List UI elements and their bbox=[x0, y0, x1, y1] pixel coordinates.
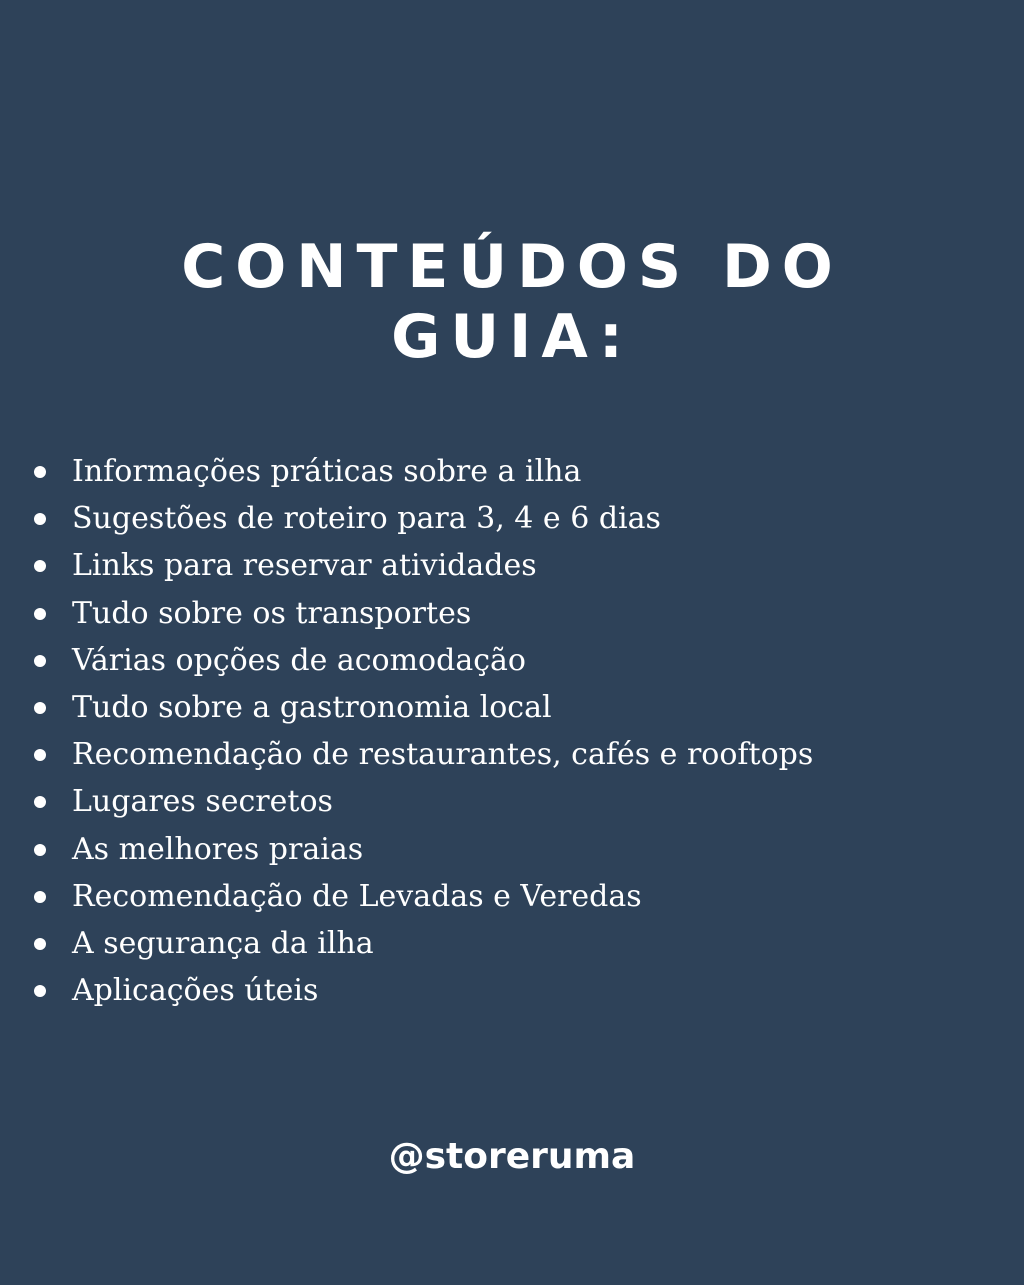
list-item-label: Informações práticas sobre a ilha bbox=[72, 454, 582, 489]
list-item bbox=[30, 542, 813, 589]
list-item-label: Recomendação de Levadas e Veredas bbox=[72, 878, 642, 914]
page-title-line-1: CONTEÚDOS DO bbox=[181, 232, 843, 302]
list-item-label: Várias opções de acomodação bbox=[72, 642, 526, 678]
list-item bbox=[30, 448, 813, 495]
bullet-icon bbox=[34, 891, 46, 903]
bullet-icon bbox=[34, 749, 46, 761]
social-handle: @storeruma bbox=[388, 1136, 636, 1177]
list-item-label: Recomendação de restaurantes, cafés e rooftops bbox=[72, 737, 814, 773]
list-item bbox=[30, 590, 813, 637]
bullet-icon bbox=[34, 702, 46, 714]
bullet-icon bbox=[34, 844, 46, 856]
list-item bbox=[30, 731, 813, 778]
list-item-label: Sugestões de roteiro para 3, 4 e 6 dias bbox=[72, 501, 661, 537]
bullet-icon bbox=[34, 985, 46, 997]
list-item bbox=[30, 920, 813, 967]
bullet-icon bbox=[34, 608, 46, 620]
bullet-icon bbox=[34, 655, 46, 667]
page-title bbox=[0, 232, 1024, 372]
list-item bbox=[30, 873, 813, 920]
list-item bbox=[30, 826, 813, 873]
bullet-icon bbox=[34, 796, 46, 808]
list-item bbox=[30, 684, 813, 731]
list-item-label: Aplicações úteis bbox=[72, 973, 319, 1009]
list-item-label: Tudo sobre os transportes bbox=[72, 595, 472, 631]
bullet-icon bbox=[34, 466, 46, 478]
bullet-icon bbox=[34, 938, 46, 950]
bullet-icon bbox=[34, 513, 46, 525]
list-item bbox=[30, 495, 813, 542]
bullet-icon bbox=[34, 560, 46, 572]
list-item-label: A segurança da ilha bbox=[72, 926, 374, 962]
list-item bbox=[30, 778, 813, 825]
list-item bbox=[30, 967, 813, 1014]
list-item bbox=[30, 637, 813, 684]
list-item-label: Tudo sobre a gastronomia local bbox=[72, 690, 552, 726]
list-item-label: Links para reservar atividades bbox=[72, 548, 537, 584]
page-title-line-2: GUIA: bbox=[391, 302, 633, 372]
contents-list bbox=[30, 448, 813, 1014]
list-item-label: As melhores praias bbox=[72, 831, 364, 867]
list-item-label: Lugares secretos bbox=[72, 784, 333, 820]
